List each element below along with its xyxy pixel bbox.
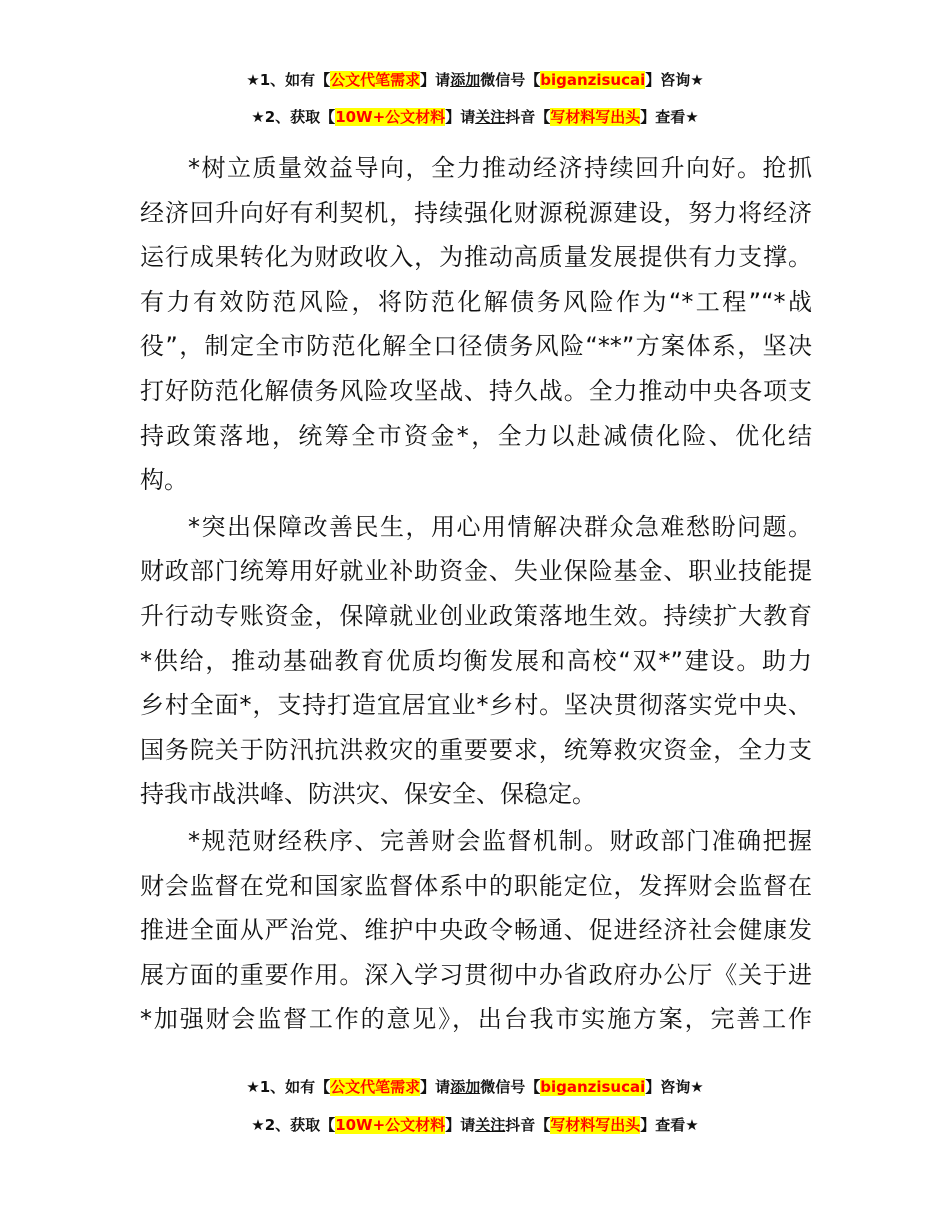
text-line: *树立质量效益导向，全力推动经济持续回升向好。抢抓 — [188, 154, 812, 182]
header-promo-line-2 — [0, 107, 950, 127]
text-line: *加强财会监督工作的意见》，出台我市实施方案，完善工作 — [140, 1005, 812, 1034]
text-line: 持我市战洪峰、防洪灾、保安全、保稳定。 — [140, 780, 596, 809]
footer-promo-line-2 — [0, 1115, 950, 1135]
promo-text: ★2、获取【 — [251, 1116, 336, 1134]
promo-text: 抖音【 — [505, 1116, 551, 1134]
promo-highlight: 公文代笔需求 — [330, 71, 421, 89]
text-line: 运行成果转化为财政收入，为推动高质量发展提供有力支撑。 — [140, 243, 812, 272]
text-line: 推进全面从严治党、维护中央政令畅通、促进经济社会健康发 — [140, 916, 812, 945]
promo-highlight: 10W+公文材料 — [335, 108, 446, 126]
text-line: *规范财经秩序、完善财会监督机制。财政部门准确把握 — [188, 826, 812, 855]
promo-text: ★1、如有【 — [246, 71, 331, 89]
promo-text: 】请 — [420, 1078, 451, 1096]
text-line: 持政策落地，统筹全市资金*，全力以赴减债化险、优化结 — [140, 421, 812, 450]
promo-text: 微信号【 — [480, 1078, 541, 1096]
promo-underline: 关注 — [475, 108, 506, 126]
footer-promo-line-1 — [0, 1077, 950, 1097]
text-line: 经济回升向好有利契机，持续强化财源税源建设，努力将经济 — [140, 198, 812, 227]
promo-highlight: biganzisucai — [540, 1078, 646, 1096]
text-line: 升行动专账资金，保障就业创业政策落地生效。持续扩大教育 — [140, 601, 812, 630]
promo-text: ★1、如有【 — [246, 1078, 331, 1096]
promo-text: 微信号【 — [480, 71, 541, 89]
promo-highlight: biganzisucai — [540, 71, 646, 89]
text-line: *供给，推动基础教育优质均衡发展和高校“双*”建设。助力 — [140, 646, 812, 675]
promo-text: ★2、获取【 — [251, 108, 336, 126]
text-line: 展方面的重要作用。深入学习贯彻中办省政府办公厅《关于进 — [140, 960, 812, 989]
promo-text: 】请 — [420, 71, 451, 89]
text-line: 构。 — [140, 466, 188, 495]
promo-underline: 添加 — [450, 71, 481, 89]
promo-text: 抖音【 — [505, 108, 551, 126]
text-line: 役”，制定全市防范化解全口径债务风险“**”方案体系，坚决 — [140, 332, 812, 361]
paragraph-livelihood — [140, 505, 812, 817]
promo-text: 】咨询★ — [645, 1078, 704, 1096]
text-line: 财会监督在党和国家监督体系中的职能定位，发挥财会监督在 — [140, 871, 812, 900]
text-line: 打好防范化解债务风险攻坚战、持久战。全力推动中央各项支 — [140, 376, 812, 405]
promo-highlight: 10W+公文材料 — [335, 1116, 446, 1134]
promo-underline: 关注 — [475, 1116, 506, 1134]
promo-text: 】查看★ — [640, 1116, 699, 1134]
paragraph-fiscal-revenue — [140, 146, 812, 503]
header-promo-line-1 — [0, 70, 950, 90]
promo-highlight: 写材料写出头 — [550, 1116, 641, 1134]
promo-text: 】请 — [445, 108, 476, 126]
text-line: 财政部门统筹用好就业补助资金、失业保险基金、职业技能提 — [140, 557, 812, 586]
paragraph-supervision — [140, 819, 812, 1042]
promo-text: 】咨询★ — [645, 71, 704, 89]
promo-text: 】查看★ — [640, 108, 699, 126]
text-line: 国务院关于防汛抗洪救灾的重要要求，统筹救灾资金，全力支 — [140, 735, 812, 764]
promo-underline: 添加 — [450, 1078, 481, 1096]
document-body — [140, 146, 812, 1044]
promo-highlight: 写材料写出头 — [550, 108, 641, 126]
text-line: 有力有效防范风险，将防范化解债务风险作为“*工程”“*战 — [140, 287, 812, 316]
text-line: 乡村全面*，支持打造宜居宜业*乡村。坚决贯彻落实党中央、 — [140, 691, 812, 720]
text-line: *突出保障改善民生，用心用情解决群众急难愁盼问题。 — [188, 512, 812, 541]
promo-text: 】请 — [445, 1116, 476, 1134]
promo-highlight: 公文代笔需求 — [330, 1078, 421, 1096]
